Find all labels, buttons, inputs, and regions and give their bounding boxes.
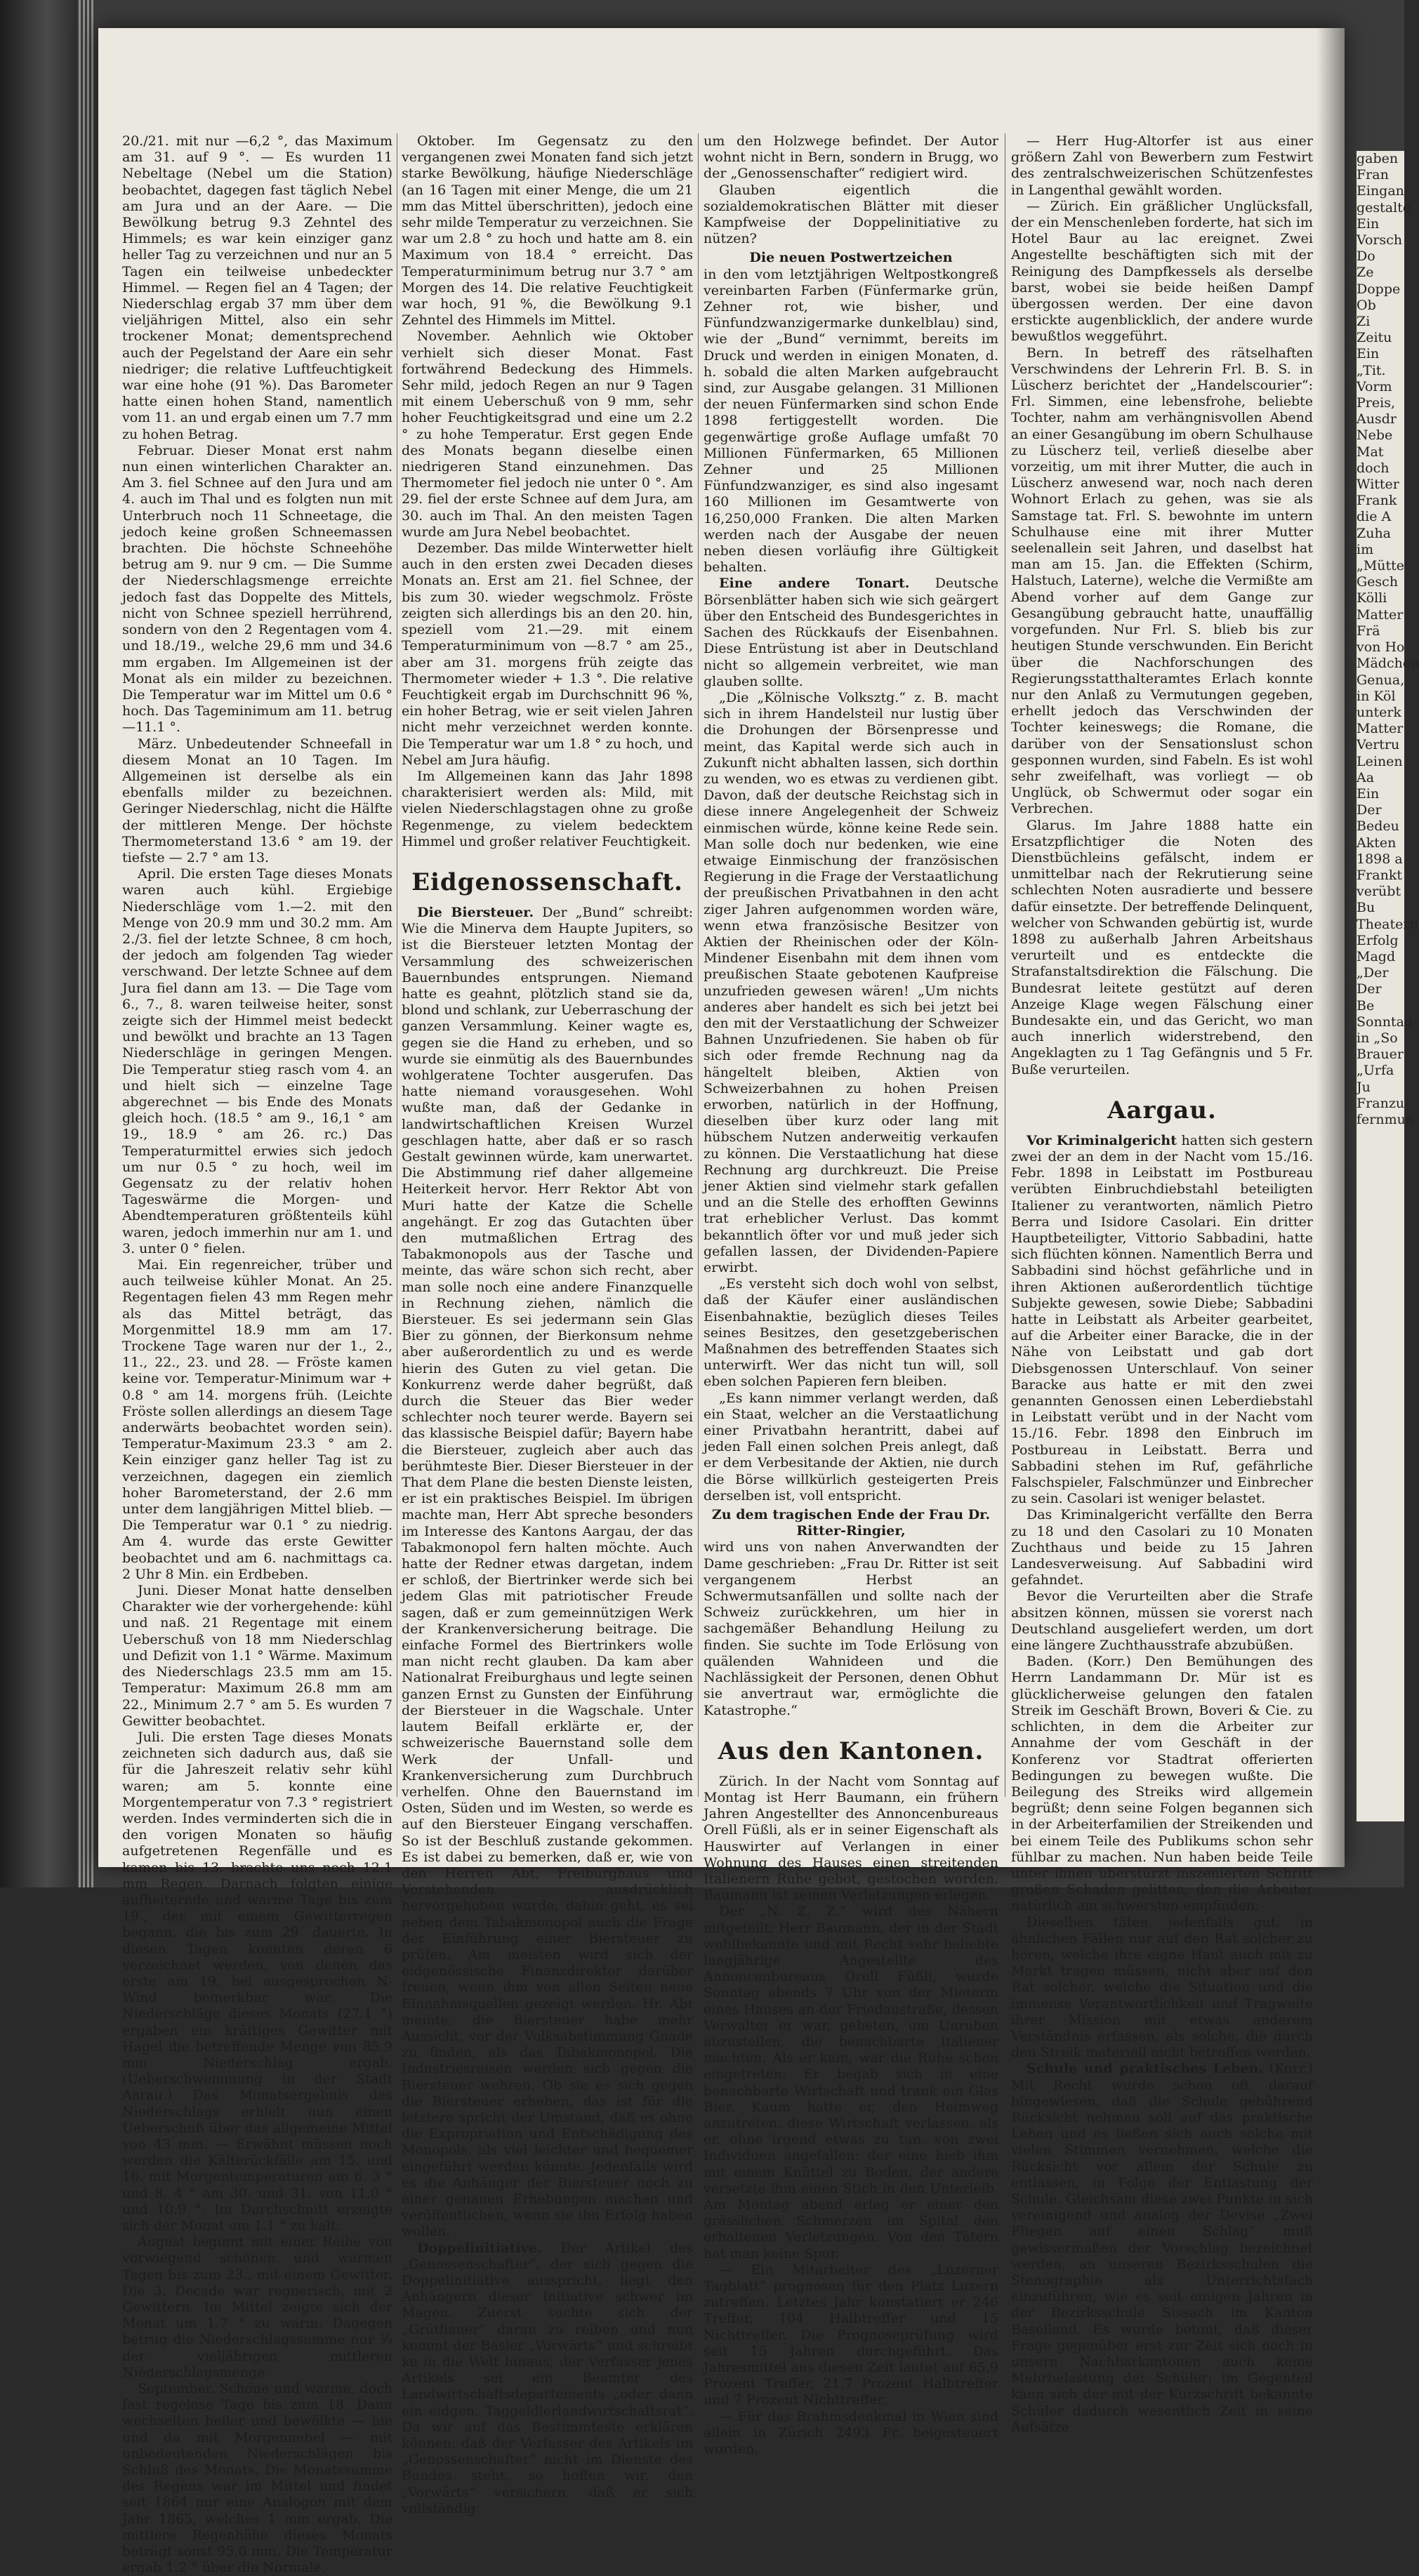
article-tonart: [704, 576, 998, 689]
adjacent-page-line: Aa: [1357, 769, 1375, 785]
adjacent-page-line: Zeitu: [1357, 330, 1392, 346]
adjacent-page-line: Eingan: [1357, 183, 1404, 199]
paragraph: — Zürich. Ein gräßlicher Unglücksfall, der ein Menschenleben forderte, hat sich im Hotel Baur au lac ereignet. Zwei Angestellte beschäftigten sich mit der Reinigung des Dampfkessels als derselbe barst, wobei sie beide heißen Dampf übergossen werden. Der eine davon erstickte augenblicklich, der andere wurde bewußtlos weggeführt.: [1011, 198, 1313, 345]
paragraph: Juni. Dieser Monat hatte denselben Charakter wie der vorhergehende: kühl und naß. 21 Regentage mit einem Ueberschuß von 18 mm Niederschlag und Defizit von 1.1 ° Wärme. Maximum des Niederschlags 23.5 mm am 15. Temperatur: Maximum 26.8 mm am 22., Minimum 2.7 ° am 5. Es wurden 7 Gewitter beobachtet.: [122, 1583, 392, 1729]
adjacent-page-line: Bu: [1357, 900, 1375, 916]
adjacent-page-line: Matter: [1357, 606, 1404, 623]
paragraph: März. Unbedeutender Schneefall in diesem Monat an 10 Tagen. Im Allgemeinen ist derselbe als ein ebenfalls milder zu bezeichnen. Geringer Niederschlag, nicht die Hälfte der mittleren Menge. Der höchste Thermometerstand 13.6 ° am 19. der tiefste — 2.7 ° am 13.: [122, 736, 392, 865]
headline-kriminalgericht: Vor Kriminalgericht: [1027, 1132, 1177, 1148]
paragraph: 20./21. mit nur —6,2 °, das Maximum am 31. auf 9 °. — Es wurden 11 Nebeltage (Nebel um die Station) beobachtet, dagegen fast täglich Nebel am Jura und an der Aare. — Die Bewölkung betrug 9.3 Zehntel des Himmels; es war kein einziger ganz heller Tag zu verzeichnen und nur an 5 Tagen ein teilweise unbedeckter Himmel. — Regen fiel an 4 Tagen; der Niederschlag ergab 37 mm über dem vieljährigen Mittel, also ein sehr trockener Monat; dementsprechend auch der Pegelstand der Aare ein sehr niedriger; die relative Luftfeuchtigkeit war eine hohe (91 %). Das Barometer hatte einen hohen Stand, namentlich vom 11. an und ergab einen um 7.7 mm zu hohen Betrag.: [122, 133, 392, 442]
adjacent-page-line: Ausdr: [1357, 411, 1397, 427]
article-biersteuer: [402, 905, 693, 2240]
adjacent-page-line: Kölli: [1357, 590, 1387, 606]
adjacent-page-line: Ein: [1357, 785, 1380, 802]
adjacent-page-line: Nebe: [1357, 427, 1393, 444]
adjacent-page-line: Fran: [1357, 167, 1389, 183]
adjacent-page-line: im: [1357, 541, 1374, 557]
column-4: [1011, 133, 1313, 2435]
adjacent-page-line: doch: [1357, 460, 1390, 476]
adjacent-page-line: Brauer: [1357, 1047, 1404, 1063]
adjacent-page-line: „Tit.: [1357, 362, 1386, 378]
section-title-eidgenossenschaft: Eidgenossenschaft.: [411, 868, 683, 896]
adjacent-page-line: Gesch: [1357, 574, 1399, 590]
paragraph: Februar. Dieser Monat erst nahm nun einen winterlichen Charakter an. Am 3. fiel Schnee auf den Jura und am 4. auch im Thal und es folgten nun mit Unterbruch noch 11 Schneetage, die jedoch keine großen Schneemassen brachten. Die höchste Schneehöhe betrug am 9. nur 9 cm. — Die Summe der Niederschlagsmenge erreichte jedoch fast das Doppelte des Mittels, nicht von Schnee speziell herrührend, sondern von den 2 Regentagen vom 4. und 18./19., welche 29,6 mm und 34.6 mm ergaben. Im Allgemeinen ist der Monat als ein milder zu bezeichnen. Die Temperatur war im Mittel um 0.6 ° hoch. Das Tageminimum am 11. betrug —11.1 °.: [122, 442, 392, 736]
page-stack-edge: [83, 0, 85, 1887]
paragraph: Der „N. Z. Z.“ wird des Nähern mitgeteilt: Herr Baumann, der in der Stadt wohlbekannte und mit Recht sehr beliebte langjährige Angestellte des Annoncenbureaus Orell Füßli, wurde Sonntag abends 7 Uhr von der Mieterin eines Hauses an der Friedaustraße, dessen Verwalter er war, gebeten, um Unruhen abzustellen, die benachbarte Italiener machten. Als er kam, war die Ruhe schon eingetreten. Er begab sich in eine benachbarte Wirtschaft und trank ein Glas Bier. Kaum hatte er, den Heimweg anzutreten, diese Wirtschaft verlassen, als er, ohne irgend etwas zu tun, von zwei Individuen angefallen; der eine hieb ihm mit einem Knüttel zu Boden, der andere versetzte ihm einen Stich in den Unterleib. Am Montag abend erlag er einer den grässlichen Schmerzen im Spital den erhaltenen Verletzungen. Von den Tätern hat man keine Spur.: [704, 1904, 998, 2262]
paragraph: Bevor die Verurteilten aber die Strafe absitzen können, müssen sie vorerst nach Deutschland ausgeliefert werden, um dort eine längere Zuchthausstrafe abzubüßen.: [1011, 1588, 1313, 1654]
paragraph: Juli. Die ersten Tage dieses Monats zeichneten sich dadurch aus, daß sie für die Jahreszeit relativ sehr kühl waren; am 5. konnte eine Morgentemperatur von 7.3 ° registriert werden. Indes verminderten sich die in den vorigen Monaten so häufig aufgetretenen Regenfälle und es kamen bis 13. brachte uns noch 12.1 mm Regen. Darnach folgten einige aufheiternde und warme Tage bis zum 19., der mit einem Gewitterregen begann, die bis zum 29. dauerte. In diesen Tagen konnten deren 6 verzeichnet werden, von denen das erste am 19. bei ausgesprochen N-Wind bemerkbar war. Die Niederschläge dieses Monats (27.1 °) ergaben ein kräftiges Gewitter mit Hagel die betreffende Menge von 85.9 mm Niederschlag ergab. (Ueberschwemmung in der Stadt Aarau.) Das Monatsergebnis des Niederschlags erhielt nun einen Ueberschuß über das allgemeine Mittel von 43 mm. — Erwähnt müssen noch werden die Kälterückfälle am 15. und 16. mit Morgentemperaturen am 6. 3 ° und 8. 4 ° am 30. und 31. von 11.0 ° und 10.9 °. Im Durchschnitt erzeigte sich der Monat um 1.1 ° zu kalt.: [122, 1729, 392, 2233]
article-text: hatten sich gestern zwei der an dem in der Nacht vom 15./16. Febr. 1898 in Leibstatt im Postbureau verübten Einbruchdiebstahl beteiligten Italiener zu verantworten, nämlich Pietro Berra und Isidore Casolari. Ein dritter Hauptbeteiligter, Vittorio Sabbadini, hatte sich flüchten können. Namentlich Berra und Sabbadini sind höchst gefährliche und in ihren Aktionen außerordentlich tüchtige Subjekte gewesen, sowie Diebe; Sabbadini hatte in Leibstatt als Arbeiter gearbeitet, auf die Arbeiter einer Baracke, die in der Nähe von Leibstatt und gab dort Diebsgenossen Unterschlauf. Von seiner Baracke aus hatte er mit den zwei genannten Genossen einen Leberdiebstahl in Leibstatt verübt und in der Nacht vom 15./16. Febr. 1898 den Einbruch im Postbureau in Leibstatt. Berra und Sabbadini stehen im Ruf, gefährliche Falschspieler, Falschmünzer und Einbrecher zu sein. Casolari ist weniger belastet.: [1011, 1132, 1313, 1507]
page-stack-edge: [79, 0, 81, 1887]
adjacent-page-line: Ein: [1357, 346, 1380, 362]
paragraph: in den vom letztjährigen Weltpostkongreß vereinbarten Farben (Fünfermarke grün, Zehner rot, wie bisher, und Fünfundzwanzigermarke dunkelblau) sind, wie der „Bund“ vernimmt, bereits im Druck und werden in einigen Monaten, d. h. sobald die alten Marken aufgebraucht sind, zur Ausgabe gelangen. 31 Millionen der neuen Fünfermarken sind schon Ende 1898 fertiggestellt worden. Die gegenwärtige große Auflage umfaßt 70 Millionen Fünfermarken, 65 Millionen Zehner und 25 Millionen Fünfundzwanziger, es sind also ingesamt 160 Millionen im Gesamtwerte von 16,250,000 Franken. Die alten Marken werden nach der Ausgabe der neuen neben diesen vorläufig ihre Gültigkeit behalten.: [704, 266, 998, 576]
paragraph: Glauben eigentlich die sozialdemokratischen Blätter mit dieser Kampfweise der Doppelinitiative zu nützen?: [704, 182, 998, 247]
column-1-weather-report: [122, 133, 392, 2576]
paragraph: „Die „Kölnische Volksztg.“ z. B. macht sich in ihrem Handelsteil nur lustig über die Drohungen der Börsenpresse und meint, das Kapital werde sich auch in Zukunft nicht abhalten lassen, sich dorthin zu wenden, wo es etwas zu verdienen gibt. Davon, daß der deutsche Reichstag sich in diese innere Angelegenheit der Schweiz einmischen würde, könne keine Rede sein. Man solle doch nur bedenken, wie eine etwaige Einmischung der französischen Regierung in die Frage der Verstaatlichung der preußischen Privatbahnen in den acht ziger Jahren aufgenommen worden wäre, wenn etwa französische Besitzer von Aktien der Rheinischen oder der Köln-Mindener Eisenbahn mit dem ihnen vom preußischen Staate gebotenen Kaufpreise unzufrieden gewesen wären! „Um nichts anderes aber handelt es sich bei jetzt bei den mit der Verstaatlichung der Schweizer Bahnen Unzufriedenen. Sie haben ob für sich oder fremde Rechnung nag da hängeltelt bleiben, Aktien von Schweizerbahnen zu hohen Preisen erworben, natürlich in der Hoffnung, dieselben über kurz oder lang mit hübschem Nutzen anderweitig verkaufen zu können. Die Verstaatlichung hat diese Rechnung arg durchkreuzt. Die Preise jener Aktien sind vielmehr stark gefallen und an die Stelle des erhofften Gewinns trat erheblicher Verlust. Das kommt bekanntlich öfter vor und muß jeder sich gefallen lassen, der Dividenden-Papiere erwirbt.: [704, 689, 998, 1276]
headline-biersteuer: Die Biersteuer.: [417, 904, 534, 920]
paragraph: „Es versteht sich doch wohl von selbst, daß der Käufer einer ausländischen Eisenbahnaktie, bezüglich dieses Teiles seines Besitzes, den gesetzgeberischen Maßnahmen des betreffenden Staates sich unterwirft. Wer das nicht tun will, soll eben solchen Papieren fern bleiben.: [704, 1276, 998, 1390]
adjacent-page-line: Mat: [1357, 444, 1384, 460]
headline-doppelinitiative: Doppelinitiative.: [417, 2240, 542, 2256]
paragraph: Oktober. Im Gegensatz zu den vergangenen zwei Monaten fand sich jetzt starke Bewölkung, häufige Niederschläge (an 16 Tagen mit einer Menge, die um 21 mm das Mittel überschritten), jedoch eine sehr milde Temperatur zu verzeichnen. Sie war um 2.8 ° zu hoch und hatte am 8. ein Maximum von 18.4 ° erreicht. Das Temperaturminimum betrug nur 3.7 ° am Morgen des 14. Die relative Feuchtigkeit war hoch, 91 %, die Bewölkung 9.1 Zehntel des Himmels im Mittel.: [402, 133, 693, 328]
paragraph: — Herr Hug-Altorfer ist aus einer größern Zahl von Bewerbern zum Festwirt des zentralschweizerischen Schützenfestes in Langenthal gewählt worden.: [1011, 133, 1313, 198]
page-stack-edge: [91, 0, 93, 1887]
paragraph: Mai. Ein regenreicher, trüber und auch teilweise kühler Monat. An 25. Regentagen fielen 43 mm Regen mehr als das Mittel beträgt, das Morgenmittel 18.9 mm am 17. Trockene Tage waren nur der 1., 2., 11., 22., 23. und 28. — Fröste kamen keine vor. Temperatur-Minimum war + 0.8 ° am 14. morgens früh. (Leichte Fröste sollen allerdings an diesem Tage anderwärts beobachtet worden sein). Temperatur-Maximum 23.3 ° am 2. Kein einziger ganz heller Tag ist zu verzeichnen, dagegen ein ziemlich hoher Barometerstand, der 2.6 mm unter dem langjährigen Mittel blieb. — Die Temperatur war 0.1 ° zu niedrig. Am 4. wurde das erste Gewitter beobachtet und am 6. nachmittags ca. 2 Uhr 8 Min. ein Erdbeben.: [122, 1257, 392, 1582]
newspaper-page: [98, 28, 1345, 2576]
article-text: Der Artikel des „Genossenschafter“, der sich gegen die Doppelinitiative ausspricht, liegt den Anhängern dieser Initiative schwer im Magen. Zuerst suchte sich der „Grütlianer“ daran zu reiben und nun kommt der Basler „Vorwärts“ und schreibt ke in die Welt hinaus, der Verfasser jenes Artikels sei ein Beamter des Landwirtschaftsdepartements „oder dann ein eidgen. Taggeldlerlandwirtschaftsrat“. Da wir auf das Bestimmteste erklären können, daß der Verfasser des Artikels im „Genossenschafter“ nicht im Dienste des Bundes steht, so hoffen wir, den „Vorwärts“ versichern, daß er sich vollständig: [402, 2240, 693, 2516]
adjacent-page-line: Frankt: [1357, 867, 1402, 883]
adjacent-page-line: Matter: [1357, 721, 1404, 737]
paragraph: Dezember. Das milde Winterwetter hielt auch in den ersten zwei Decaden dieses Monats an. Erst am 21. fiel Schnee, der bis zum 30. wieder wegschmolz. Fröste zeigten sich allerdings bis an den 20. hin, speziell vom 21.—29. mit einem Temperaturminimum von —8.7 ° am 25., aber am 31. morgens früh zeigte das Thermometer wieder + 1.3 °. Die relative Feuchtigkeit ergab im Durchschnitt 96 %, ein hoher Betrag, wie er seit vielen Jahren nicht mehr verzeichnet werden konnte. Die Temperatur war um 1.8 ° zu hoch, und Nebel am Jura häufig.: [402, 540, 693, 768]
adjacent-page-line: Ob: [1357, 297, 1376, 313]
article-kriminalgericht: [1011, 1133, 1313, 1508]
adjacent-page-line: gestalte: [1357, 199, 1411, 215]
adjacent-page-line: die A: [1357, 509, 1392, 525]
paragraph: Das Kriminalgericht verfällte den Berra zu 18 und den Casolari zu 10 Monaten Zuchthaus und beide zu 15 Jahren Landesverweisung. Auf Sabbadini wird gefahndet.: [1011, 1507, 1313, 1588]
adjacent-page-line: Vertru: [1357, 737, 1400, 753]
article-text: (Korr.) Mit Recht wurde schon oft darauf hingewiesen, daß die Schule gebührend Rücksicht nehmen soll auf das praktische Leben und es ließen sich auch solche mit vielen Stimmen vernehmen, welche die Rücksicht vor allem der Schule zu entlassen, in Folge der Entlastung der Schule. Gleichsam diese zwei Punkte in sich vereinigend und analog der Devise „Zwei Fliegen auf einen Schlag“ muß gewissermaßen der Vorschlag bezeichnet werden, an unseren Bezirksschulen die Stenographie als Unterrichtsfach einzuführen, wie es seit einigen Jahren in der Bezirksschule Sissach im Kanton Baselland. Es wurde betont, daß dieser Frage gegenüber erst zur Zeit sich noch in unsern Nachbarkantonen auch keine Mehrbelastung der Schüler; im Gegenteil kann sich der mit der Kurzschrift bekannte Schüler dadurch wesentlich Zeit in seine Aufsätze: [1011, 2061, 1313, 2435]
article-text: Der „Bund“ schreibt: Wie die Minerva dem Haupte Jupiters, so ist die Biersteuer letzten Montag der Versammlung des schweizerischen Bauernbundes entsprungen. Niemand hatte es geahnt, plötzlich stand sie da, blond und schlank, zur Ueberraschung der ganzen Versammlung. Keiner wagte es, gegen sie die Hand zu erheben, und so wurde sie einmütig als des Bauernbundes wohlgeratene Tochter ausgerufen. Das hatte niemand vorausgesehen. Wohl wußte man, daß der Gedanke in landwirtschaftlichen Kreisen Wurzel geschlagen hatte, aber daß er so rasch Gestalt gewinnen würde, kam unerwartet. Die Abstimmung rief daher allgemeine Heiterkeit hervor. Herr Rektor Abt von Muri hatte der Katze die Schelle angehängt. Er zog das Gutachten über den mutmaßlichen Ertrag des Tabakmonopols aus der Tasche und meinte, das wäre schon sich recht, aber man solle noch eine andere Finanzquelle in Rechnung ziehen, nämlich die Biersteuer. Es sei jedermann sein Glas Bier zu gönnen, der Bierkonsum nehme aber außerordentlich zu und es werde hierin des Guten zu viel getan. Die Konkurrenz werde daher begrüßt, daß durch die Steuer das Bier weder schlechter noch teurer werde. Bayern sei das klassische Beispiel dafür; Bayern habe die Biersteuer, zugleich aber auch das berühmteste Bier. Dieser Biersteuer in der That dem Plane die besten Dienste leisten, er ist ein praktisches Beispiel. Im übrigen machte man, Herr Abt spreche besonders im Interesse des Kantons Aargau, der das Tabakmonopol fern halten möchte. Auch hatte der Redner etwas dargetan, indem er schloß, der Biertrinker werde sich bei jedem Glas mit patriotischer Freude sagen, daß er zum gemeinnützigen Werk der Krankenversicherung beitrage. Die einfache Formel des Biertrinkers wolle man nicht recht glauben. Da kam aber Nationalrat Freiburghaus und legte seinen ganzen Ernst zu Gunsten der Einführung der Biersteuer in die Wagschale. Unter lautem Beifall erklärte er, der schweizerische Bauernstand solle dem Werk der Unfall- und Krankenversicherung zum Durchbruch verhelfen. Ohne den Bauernstand im Osten, Süden und im Westen, so werde es auf den Biersteuer Eingang verschaffen. So ist der Beschluß zustande gekommen. Es ist dabei zu bemerken, daß er, wie von den Herren Abt, Freiburghaus und Vorstehenden ausdrücklich hervorgehoben wurde, dahin geht, es sei neben dem Tabakmonopol auch die Frage der Einführung einer Biersteuer zu prüfen. Am meisten wird sich der eidgenössische Finanzdirektor darüber freuen, wenn ihm von allen Seiten neue Einnahmsquellen gezeigt werden. Hr. Abt meinte, die Biersteuer habe mehr Aussicht, vor der Volksabstimmung Gnade zu finden, als das Tabakmonopol. Die Industriesreisen werden sich gegen die Biersteuer wehren. Ob sie es sich gegen die Biersteuer erheben, das ist für die letztere spricht der Umstand, daß es ohne die Expropriation und Entschädigung des Monopols, als viel leichter und bequemer eingeführt werden könnte. Jedenfalls wird es die Anhänger der Biersteuer noch zu einer genauen Erhebungen machen und veröffentlichen, wenn sie ihn Erfolg haben wollen.: [402, 904, 694, 2240]
adjacent-page-line: „Mütte: [1357, 558, 1405, 574]
adjacent-page-line: Vorm: [1357, 378, 1392, 394]
adjacent-page-line: Do: [1357, 248, 1375, 265]
adjacent-page-line: Der: [1357, 981, 1382, 997]
column-3: [704, 133, 998, 2457]
paragraph: November. Aehnlich wie Oktober verhielt sich dieser Monat. Fast fortwährend Bedeckung des Himmels. Sehr mild, jedoch Regen an nur 9 Tagen mit einem Ueberschuß von 9 mm, sehr hoher Feuchtigkeitsgrad und eine um 2.2 ° zu hohe Temperatur. Erst gegen Ende des Monats begann dieselbe einen niedrigeren Stand einzunehmen. Das Thermometer fiel jedoch nie unter 0 °. Am 29. fiel der erste Schnee auf dem Jura, am 30. auch im Thal. An den meisten Tagen wurde am Jura Nebel beobachtet.: [402, 328, 693, 540]
headline-tonart: Eine andere Tonart.: [719, 576, 910, 592]
adjacent-page-line: Magd: [1357, 948, 1396, 964]
adjacent-page-line: „Der: [1357, 965, 1389, 981]
adjacent-page-line: Genua,: [1357, 672, 1405, 688]
adjacent-page-line: Leinen: [1357, 753, 1403, 769]
headline-postwertzeichen: Die neuen Postwertzeichen: [749, 250, 953, 266]
paragraph: April. Die ersten Tage dieses Monats waren auch kühl. Ergiebige Niederschläge vom 1.—2. mit den Menge von 20.9 mm und 30.2 mm. Am 2./3. fiel der letzte Schnee, 8 cm hoch, der jedoch am folgenden Tag wieder verschwand. Der letzte Schnee auf dem Jura fiel dann am 13. — Die Tage vom 6., 7., 8. waren teilweise heiter, sonst zeigte sich der Himmel meist bedeckt und bewölkt und brachte an 13 Tagen Niederschläge in geringen Mengen. Die Temperatur stieg rasch vom 4. an und hielt sich — einzelne Tage abgerechnet — bis Ende des Monats gleich hoch. (18.5 ° am 9., 16,1 ° am 19., 18.9 ° am 26. rc.) Das Temperaturmittel erwies sich jedoch um nur 0.5 ° zu hoch, weil im Gegensatz zu der relativ hohen Tageswärme die Morgen- und Abendtemperaturen größtenteils kühl waren, jedoch immerhin nur am 1. und 3. unter 0 ° fielen.: [122, 866, 392, 1256]
article-schule: [1011, 2061, 1313, 2436]
adjacent-page-line: Vorsch: [1357, 232, 1403, 248]
paragraph: Baden. (Korr.) Den Bemühungen des Herrn Landammann Dr. Mür ist es glücklicherweise gelungen den fatalen Streik im Geschäft Brown, Boveri & Cie. zu schlichten, in dem die Arbeiter zur Annahme der vom Geschäft in der Konferenz vor Stadtrat offerierten Bedingungen zu bewegen wußte. Die Beilegung des Streiks wird allgemein begrüßt; denn seine Folgen begannen sich in der Arbeiterfamilien der Streikenden und bei einem Teile des Publikums schon sehr fühlbar zu machen. Nun haben beide Teile unter ihnen überstürzt inszenierten Schritt großen Schaden gelitten, den die Arbeiter natürlich am schwersten empfinden.: [1011, 1654, 1313, 1914]
paragraph: September. Schöne und warme, doch fast regelose Tage bis zum 18. Dann wechselten heller und bewölkte — hie und da mit Morgennebel — mit unbedeutenden Niederschlägen bis Schluß des Monats. Die Monatssumme des Regens war im Mittel und findet seit 1864 nur eine Analogon mit dem Jahr 1865, welches 1 mm ergab. Die mittlere Regenhöhe dieses Monats beträgt sonst 95.0 mm. Die Temperatur ergab 1.2 ° über die Normale.: [122, 2381, 392, 2576]
adjacent-page-line: Sonntag: [1357, 1014, 1413, 1030]
section-title-aargau: Aargau.: [1107, 1096, 1217, 1124]
column-rule: [698, 133, 699, 1797]
adjacent-page-line: gaben: [1357, 151, 1399, 166]
adjacent-page-line: „Urfa: [1357, 1063, 1394, 1079]
adjacent-page-line: Erfolg: [1357, 932, 1399, 948]
adjacent-page-line: Frank: [1357, 493, 1397, 509]
adjacent-page-line: Zuha: [1357, 525, 1392, 541]
adjacent-page-line: in „So: [1357, 1030, 1398, 1046]
section-title-kantone: Aus den Kantonen.: [718, 1737, 984, 1765]
adjacent-page-fragment: [1357, 151, 1419, 1821]
adjacent-page-line: Der: [1357, 802, 1382, 818]
adjacent-page-line: Zi: [1357, 314, 1371, 330]
adjacent-page-line: Preis,: [1357, 395, 1395, 411]
paragraph: Im Allgemeinen kann das Jahr 1898 charakterisiert werden als: Mild, mit vielen Niederschlagstagen ohne zu große Regenmenge, zu vielem bedecktem Himmel und großer relativer Feuchtigkeit.: [402, 768, 693, 849]
paragraph: um den Holzwege befindet. Der Autor wohnt nicht in Bern, sondern in Brugg, wo der „Genossenschafter“ redigiert wird.: [704, 133, 998, 182]
adjacent-page-line: Bedeu: [1357, 818, 1399, 835]
adjacent-page-line: Ze: [1357, 265, 1374, 281]
adjacent-page-line: verübt: [1357, 884, 1401, 900]
paragraph: „Es kann nimmer verlangt werden, daß ein Staat, welcher an die Verstaatlichung einer Privatbahn herantritt, dabei auf jeden Fall einen solchen Preis anlegt, daß er dem Verbesitande der Aktien, nie durch die Börse willkürlich gesteigerten Preis derselben ist, voll entspricht.: [704, 1390, 998, 1503]
article-doppelinitiative: [402, 2240, 693, 2517]
article-text: Deutsche Börsenblätter haben sich wie sich geärgert über den Entscheid des Bundesgerichtes in Sachen des Rückkaufs der Eisenbahnen. Diese Entrüstung ist aber in Deutschland nicht so allgemein verbreitet, wie man glauben sollte.: [704, 576, 998, 689]
paragraph: Dieselben täten jedenfalls gut, in ähnlichen Fällen nur auf den Rat solcher zu hören, welche ihre eigne Haut auch mit zu Markt tragen müssen, nicht aber auf den Rat solcher, welche die Situation und die immense Verantwortlichkeit und Tragweite ihrer Mission mit etwas anderem Verständnis erfassen, als solche, die durch den Streik materiell nicht betroffen werden.: [1011, 1914, 1313, 2061]
paragraph: wird uns von nahen Anverwandten der Dame geschrieben: „Frau Dr. Ritter ist seit vergangenem Herbst an Schwermutsanfällen und sollte nach der Schweiz zurückkehren, um hier in sachgemäßer Behandlung Heilung zu finden. Sie suchte im Tode Erlösung von quälenden Wahnideen und die Nachlässigkeit der Personen, denen Obhut sie anvertraut war, ermöglichte die Katastrophe.“: [704, 1539, 998, 1718]
adjacent-page-line: Be: [1357, 997, 1375, 1014]
adjacent-page-line: fernmun: [1357, 1111, 1415, 1127]
paragraph: Glarus. Im Jahre 1888 hatte ein Ersatzpflichtiger die Noten des Dienstbüchleins gefälscht, indem er unmittelbar nach der Rekrutierung seine schlechten Noten ausradierte und bessere dafür einsetzte. Der betreffende Delinquent, welcher von Schwanden gebürtig ist, wurde 1898 zu außerhalb Jahren Arbeitshaus verurteilt und es entdeckte die Strafanstaltsdirektion die Fälschung. Die Bundesrat leitete gestützt auf deren Anzeige Klage wegen Fälschung einer Bundesakte ein, und das Gericht, wo man auch innerlich widerstrebend, den Angeklagten zu 1 Tag Gefängnis und 5 Fr. Buße verurteilen.: [1011, 817, 1313, 1077]
paragraph: August beginnt mit einer Reihe von vorwiegend schönen und warmen Tagen bis zum 23., mit einem Gewitter. Die 3. Decade war regnerisch, mit 2 Gewittern. Im Mittel zeigte sich der Monat um 1.7 ° zu warm. Dagegen betrug die Niederschlagssumme nur ⅓ der vieljährigen mittleren Niederschlagsmenge.: [122, 2234, 392, 2380]
adjacent-page-line: von Ho: [1357, 639, 1405, 656]
headline-ritter-ringier: Zu dem tragischen Ende der Frau Dr. Ritter-Ringier,: [711, 1507, 991, 1539]
adjacent-page-line: Ju: [1357, 1079, 1371, 1095]
page-stack-edge: [87, 0, 89, 1887]
adjacent-page-line: Franzu: [1357, 1095, 1405, 1111]
adjacent-page-line: Doppe: [1357, 281, 1401, 297]
paragraph: — Für das Brahmsdenkmal in Wien sind allein in Zürich 2493 Fr. beigesteuert worden.: [704, 2408, 998, 2457]
headline-schule: Schule und praktisches Leben.: [1027, 2061, 1263, 2077]
adjacent-page-line: Akten: [1357, 835, 1397, 851]
adjacent-page-line: 1898 a: [1357, 851, 1403, 867]
page-curl-shadow: [1316, 28, 1345, 1867]
paragraph: — Ein Mitarbeiter des „Luzerner Tagblatt“ prognosen für den Platz Luzern zutreffen. Letztes Jahr konstatiert er 246 Treffer, 104 Halbtreffer und 15 Nichttreffer. Die Prognoseprüfung wird seit 15 Jahren durchgeführt. Das Jahresmittel aus diesen Zeit lautet auf 65,9 Prozent Treffer, 21,7 Prozent Halbtreffer und 7 Prozent Nichttreffer.: [704, 2262, 998, 2408]
adjacent-page-line: unterk: [1357, 704, 1401, 720]
adjacent-page-line: Frä: [1357, 623, 1380, 639]
adjacent-page-line: in Köl: [1357, 688, 1396, 704]
adjacent-page-line: Mädchen: [1357, 656, 1419, 672]
book-gutter: [0, 0, 77, 1887]
column-2: [402, 133, 694, 2516]
adjacent-page-line: Witter: [1357, 477, 1399, 493]
adjacent-page-line: Theaterh: [1357, 916, 1418, 932]
paragraph: Bern. In betreff des rätselhaften Verschwindens der Lehrerin Frl. B. S. in Lüscherz berichtet der „Handelscourier“: Frl. Simmen, eine lebensfrohe, beliebte Tochter, nahm am verhängnisvollen Abend an einer Gesangübung im obern Schulhause zu Lüscherz teil, verließ dieselbe aber vorzeitig, um mit ihrer Mutter, die auch in Lüscherz anwesend war, noch nach deren Wohnort Erlach zu gehen, was sie als Samstage tat. Frl. S. bewohnte im untern Schulhause eine mit ihrer Mutter seelenallein seit Jahren, und daselbst hat man am 15. Jan. die Effekten (Schirm, Halstuch, Laterne), welche die Vermißte am Abend vorher auf dem Gange zur Gesangübung gebraucht hatte, unauffällig vorgefunden. Nur Frl. S. blieb bis zur heutigen Stunde verschwunden. Ein Bericht über die Nachforschungen des Regierungsstatthalteramtes Erlach konnte nur den Anlaß zu Vermutungen gegeben, erhellt jedoch das Verschwinden der Tochter keineswegs; die Romane, die darüber von der Sensationslust schon gesponnen wurden, sind Fabeln. Es ist wohl sehr zweifelhaft, was vorliegt — ob Unglück, ob Schwermut oder sogar ein Verbrechen.: [1011, 345, 1313, 817]
adjacent-page-line: Ein: [1357, 215, 1380, 232]
paragraph: Zürich. In der Nacht vom Sonntag auf Montag ist Herr Baumann, ein frühern Jahren Angestellter des Annoncenbureaus Orell Füßli, als er in seiner Eigenschaft als Hauswirter auf Verlangen in einer Wohnung des Hauses einen streitenden Italienern Ruhe gebot, gestochen worden. Baumann ist seinen Verletzungen erlegen.: [704, 1773, 998, 1904]
